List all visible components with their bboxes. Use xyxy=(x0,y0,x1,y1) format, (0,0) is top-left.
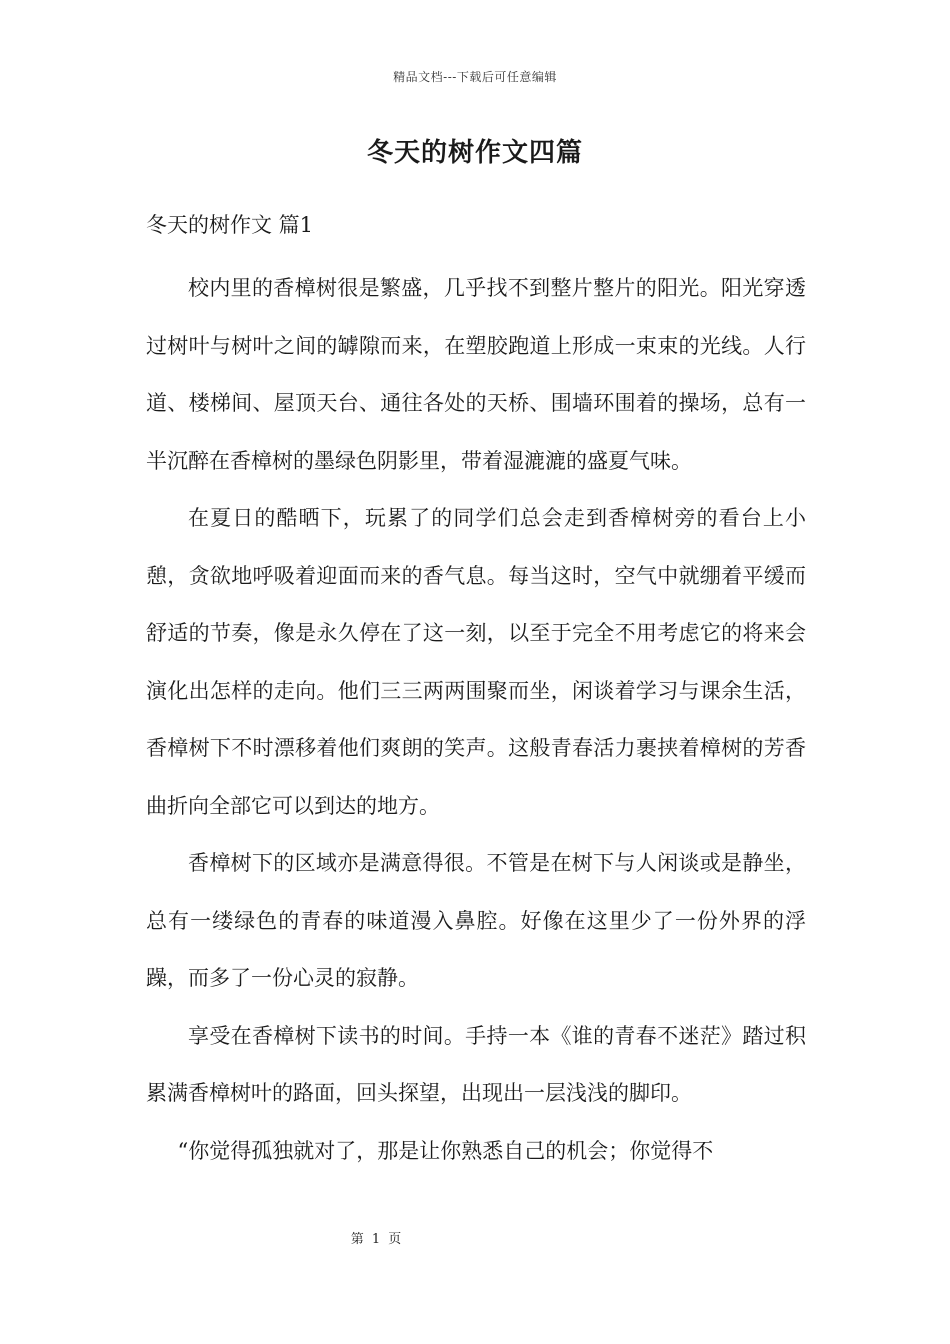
paragraph-1: 校内里的香樟树很是繁盛，几乎找不到整片整片的阳光。阳光穿透过树叶与树叶之间的罅隙而来，在塑胶跑道上形成一束束的光线。人行道、楼梯间、屋顶天台、通往各处的天桥、围墙环围着的操场，总有一半沉醉在香樟树的墨绿色阴影里，带着湿漉漉的盛夏气味。 xyxy=(146,276,806,473)
page-number: 第 1 页 xyxy=(350,1232,404,1247)
paragraph-2: 在夏日的酷晒下，玩累了的同学们总会走到香樟树旁的看台上小憩，贪欲地呼吸着迎面而来的香气息。每当这时，空气中就绷着平缓而舒适的节奏，像是永久停在了这一刻，以至于完全不用考虑它的将来会演化出怎样的走向。他们三三两两围聚而坐，闲谈着学习与课余生活，香樟树下不时漂移着他们爽朗的笑声。这般青春活力裹挟着樟树的芳香曲折向全部它可以到达的地方。 xyxy=(146,506,806,818)
paragraph-5: “你觉得孤独就对了，那是让你熟悉自己的机会；你觉得不 xyxy=(177,1138,714,1163)
header-note: 精品文档---下载后可任意编辑 xyxy=(393,70,557,84)
section-heading: 冬天的树作文 篇1 xyxy=(146,213,314,237)
paragraph-4: 享受在香樟树下读书的时间。手持一本《谁的青春不迷茫》踏过积累满香樟树叶的路面，回头探望，出现出一层浅浅的脚印。 xyxy=(146,1023,806,1105)
document-title: 冬天的树作文四篇 xyxy=(366,138,583,168)
paragraph-3: 香樟树下的区域亦是满意得很。不管是在树下与人闲谈或是静坐，总有一缕绿色的青春的味道漫入鼻腔。好像在这里少了一份外界的浮躁，而多了一份心灵的寂静。 xyxy=(146,851,806,990)
document-body xyxy=(146,204,806,1180)
